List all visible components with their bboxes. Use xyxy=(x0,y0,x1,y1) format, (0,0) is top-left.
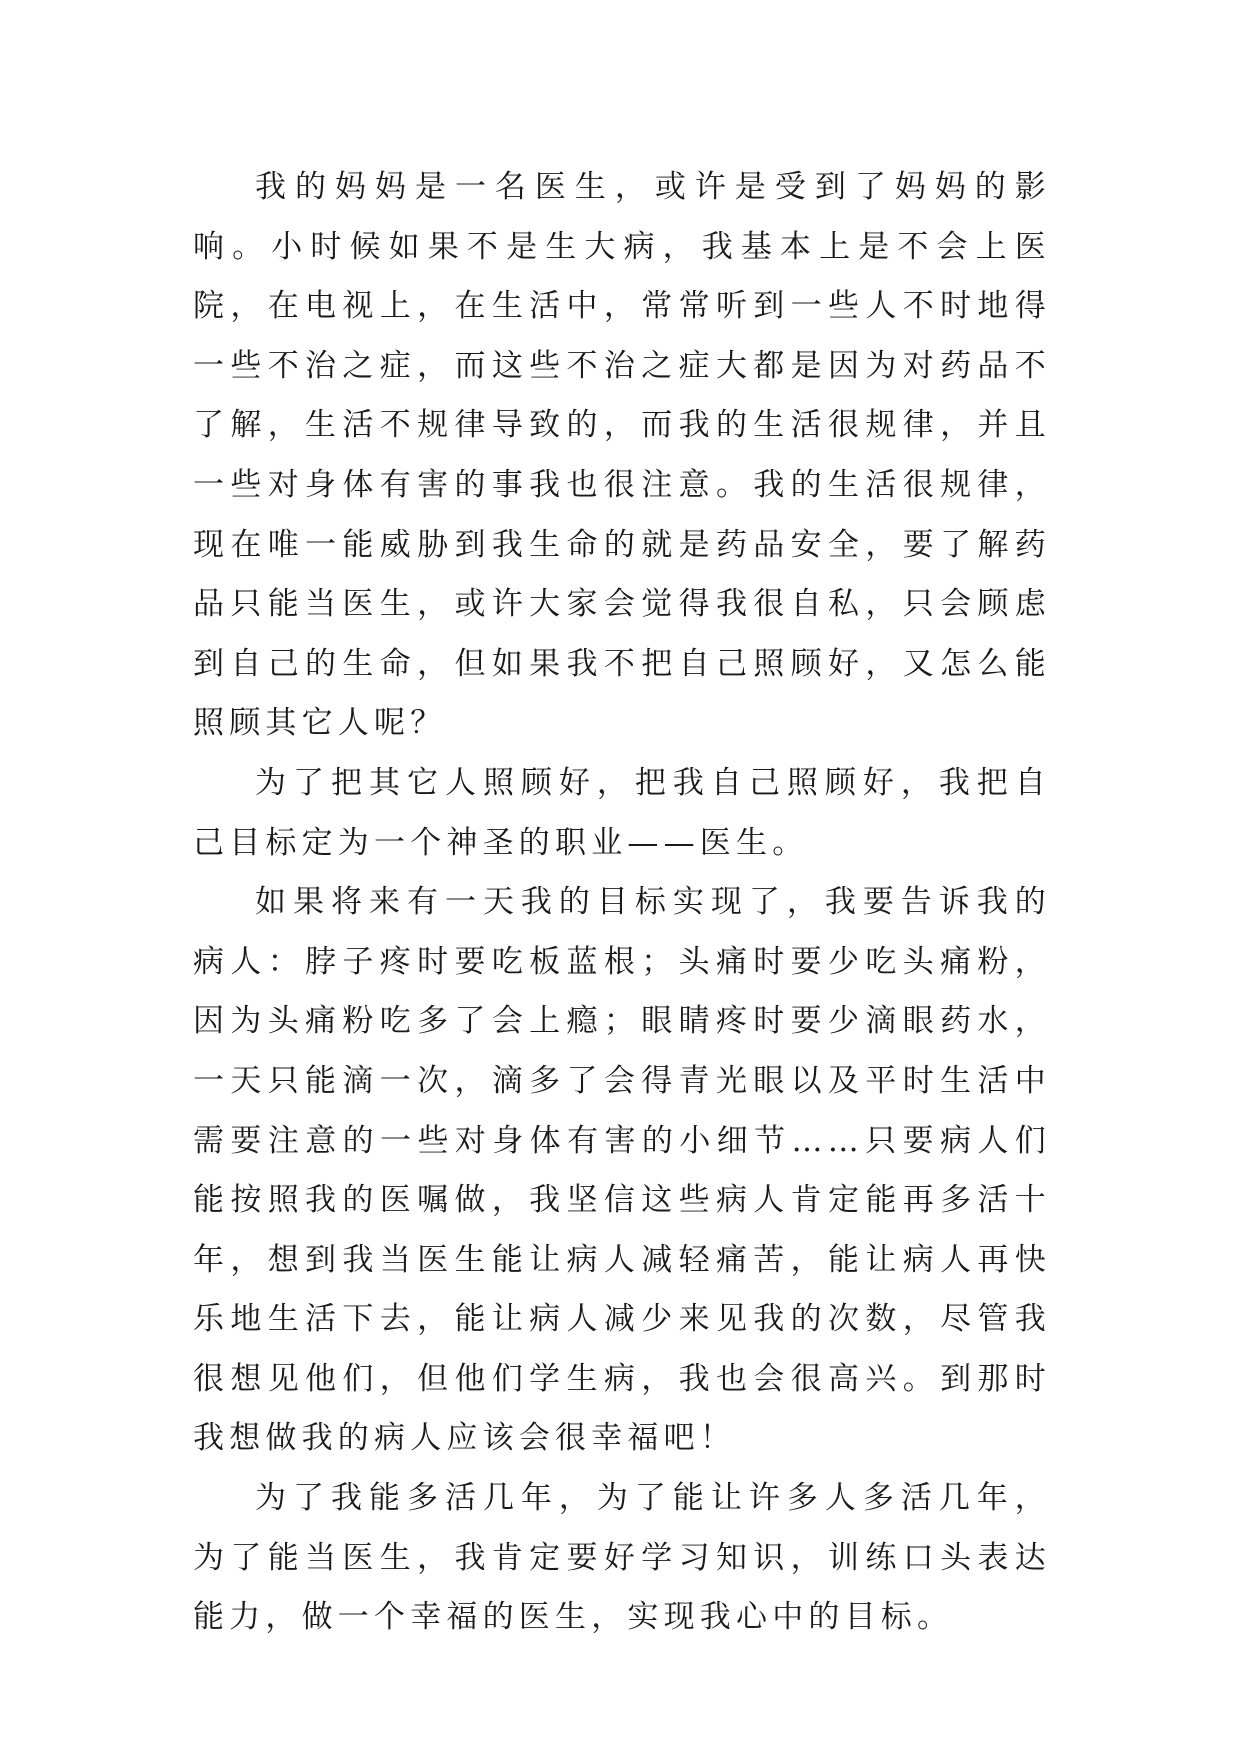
paragraph-1: 我的妈妈是一名医生，或许是受到了妈妈的影响。小时候如果不是生大病，我基本上是不会上医院，在电视上，在生活中，常常听到一些人不时地得一些不治之症，而这些不治之症大都是因为对药品不了解，生活不规律导致的，而我的生活很规律，并且一些对身体有害的事我也很注意。我的生活很规律，现在唯一能威胁到我生命的就是药品安全，要了解药品只能当医生，或许大家会觉得我很自私，只会顾虑到自己的生命，但如果我不把自己照顾好，又怎么能照顾其它人呢？ xyxy=(193,169,1051,742)
paragraph-3: 如果将来有一天我的目标实现了，我要告诉我的病人：脖子疼时要吃板蓝根；头痛时要少吃头痛粉，因为头痛粉吃多了会上瘾；眼睛疼时要少滴眼药水，一天只能滴一次，滴多了会得青光眼以及平时生活中需要注意的一些对身体有害的小细节……只要病人们能按照我的医嘱做，我坚信这些病人肯定能再多活十年，想到我当医生能让病人减轻痛苦，能让病人再快乐地生活下去，能让病人减少来见我的次数，尽管我很想见他们，但他们学生病，我也会很高兴。到那时我想做我的病人应该会很幸福吧！ xyxy=(193,884,1051,1457)
paragraph-2: 为了把其它人照顾好，把我自己照顾好，我把自己目标定为一个神圣的职业——医生。 xyxy=(193,764,1051,861)
paragraph-4: 为了我能多活几年，为了能让许多人多活几年，为了能当医生，我肯定要好学习知识，训练口头表达能力，做一个幸福的医生，实现我心中的目标。 xyxy=(193,1480,1051,1636)
document-body xyxy=(193,158,1051,1648)
